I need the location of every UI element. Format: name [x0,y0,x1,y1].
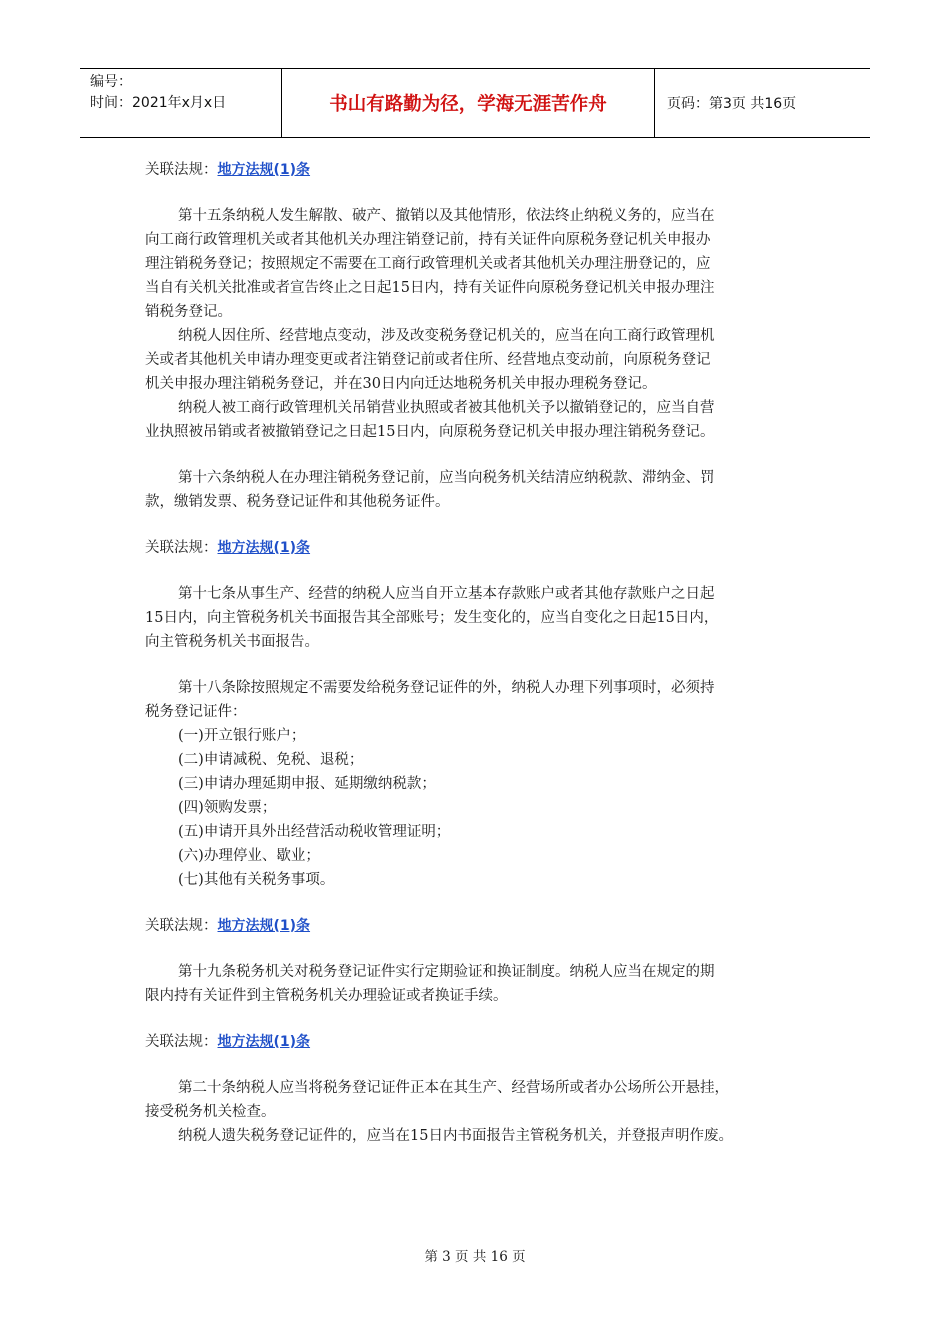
text-line: (五)申请开具外出经营活动税收管理证明； [178,824,451,840]
text-line: 款，缴销发票、税务登记证件和其他税务证件。 [145,494,450,510]
related-regulation-row [145,1030,810,1054]
text-line: (一)开立银行账户； [178,728,306,744]
text-line: (六)办理停业、歇业； [178,848,320,864]
serial-number-label: 编号： [90,74,132,90]
related-regulation-row [145,536,810,560]
text-line: 向工商行政管理机关或者其他机关办理注销登记前，持有关证件向原税务登记机关申报办 [145,232,711,248]
article-paragraph [145,204,810,444]
text-line: 业执照被吊销或者被撤销登记之日起15日内，向原税务登记机关申报办理注销税务登记。 [145,424,715,440]
text-line: 15日内，向主管税务机关书面报告其全部账号；发生变化的，应当自变化之日起15日内， [145,610,719,626]
text-line: 第十七条从事生产、经营的纳税人应当自开立基本存款账户或者其他存款账户之日起 [178,586,715,602]
text-line: 第十五条纳税人发生解散、破产、撤销以及其他情形，依法终止纳税义务的，应当在 [178,208,715,224]
related-regulation-row [145,158,810,182]
text-line: 第十八条除按照规定不需要发给税务登记证件的外，纳税人办理下列事项时，必须持 [178,680,715,696]
document-body [145,158,810,1148]
related-regulation-link[interactable]: 地方法规(1)条 [217,540,311,556]
article-paragraph [145,466,810,514]
related-regulation-label: 关联法规： [145,1034,218,1050]
date-line: 时间：2021年x月x日 [90,95,227,111]
text-line: 第十九条税务机关对税务登记证件实行定期验证和换证制度。纳税人应当在规定的期 [178,964,715,980]
header-meta-cell [80,69,282,137]
article-paragraph [145,1076,810,1148]
article-paragraph [145,960,810,1008]
article-paragraph [145,676,810,892]
article-paragraph [145,582,810,654]
text-line: 销税务登记。 [145,304,232,320]
header-motto: 书山有路勤为径，学海无涯苦作舟 [282,69,655,137]
text-line: 限内持有关证件到主管税务机关办理验证或者换证手续。 [145,988,508,1004]
related-regulation-link[interactable]: 地方法规(1)条 [217,1034,311,1050]
text-line: 当自有关机关批准或者宣告终止之日起15日内，持有关证件向原税务登记机关申报办理注 [145,280,715,296]
text-line: 纳税人被工商行政管理机关吊销营业执照或者被其他机关予以撤销登记的，应当自营 [178,400,715,416]
text-line: 理注销税务登记；按照规定不需要在工商行政管理机关或者其他机关办理注册登记的，应 [145,256,711,272]
header-page-info: 页码：第3页 共16页 [667,96,797,112]
text-line: (三)申请办理延期申报、延期缴纳税款； [178,776,436,792]
text-line: 第十六条纳税人在办理注销税务登记前，应当向税务机关结清应纳税款、滞纳金、罚 [178,470,715,486]
text-line: 机关申报办理注销税务登记，并在30日内向迁达地税务机关申报办理税务登记。 [145,376,657,392]
text-line: (二)申请减税、免税、退税； [178,752,364,768]
block-gap [145,1054,810,1076]
related-regulation-label: 关联法规： [145,918,218,934]
text-line: 纳税人遗失税务登记证件的，应当在15日内书面报告主管税务机关，并登报声明作废。 [178,1128,733,1144]
text-line: 关或者其他机关申请办理变更或者注销登记前或者住所、经营地点变动前，向原税务登记 [145,352,711,368]
related-regulation-label: 关联法规： [145,162,218,178]
related-regulation-link[interactable]: 地方法规(1)条 [217,918,311,934]
text-line: 纳税人因住所、经营地点变动，涉及改变税务登记机关的，应当在向工商行政管理机 [178,328,715,344]
page-header [80,68,870,138]
text-line: 第二十条纳税人应当将税务登记证件正本在其生产、经营场所或者办公场所公开悬挂， [178,1080,729,1096]
text-line: 税务登记证件： [145,704,247,720]
related-regulation-row [145,914,810,938]
text-line: (四)领购发票； [178,800,277,816]
related-regulation-link[interactable]: 地方法规(1)条 [217,162,311,178]
text-line: 向主管税务机关书面报告。 [145,634,319,650]
related-regulation-label: 关联法规： [145,540,218,556]
block-gap [145,938,810,960]
block-gap [145,182,810,204]
page-footer: 第 3 页 共 16 页 [424,1249,526,1265]
block-gap [145,1008,810,1030]
text-line: (七)其他有关税务事项。 [178,872,335,888]
block-gap [145,514,810,536]
block-gap [145,444,810,466]
block-gap [145,560,810,582]
block-gap [145,892,810,914]
text-line: 接受税务机关检查。 [145,1104,276,1120]
block-gap [145,654,810,676]
